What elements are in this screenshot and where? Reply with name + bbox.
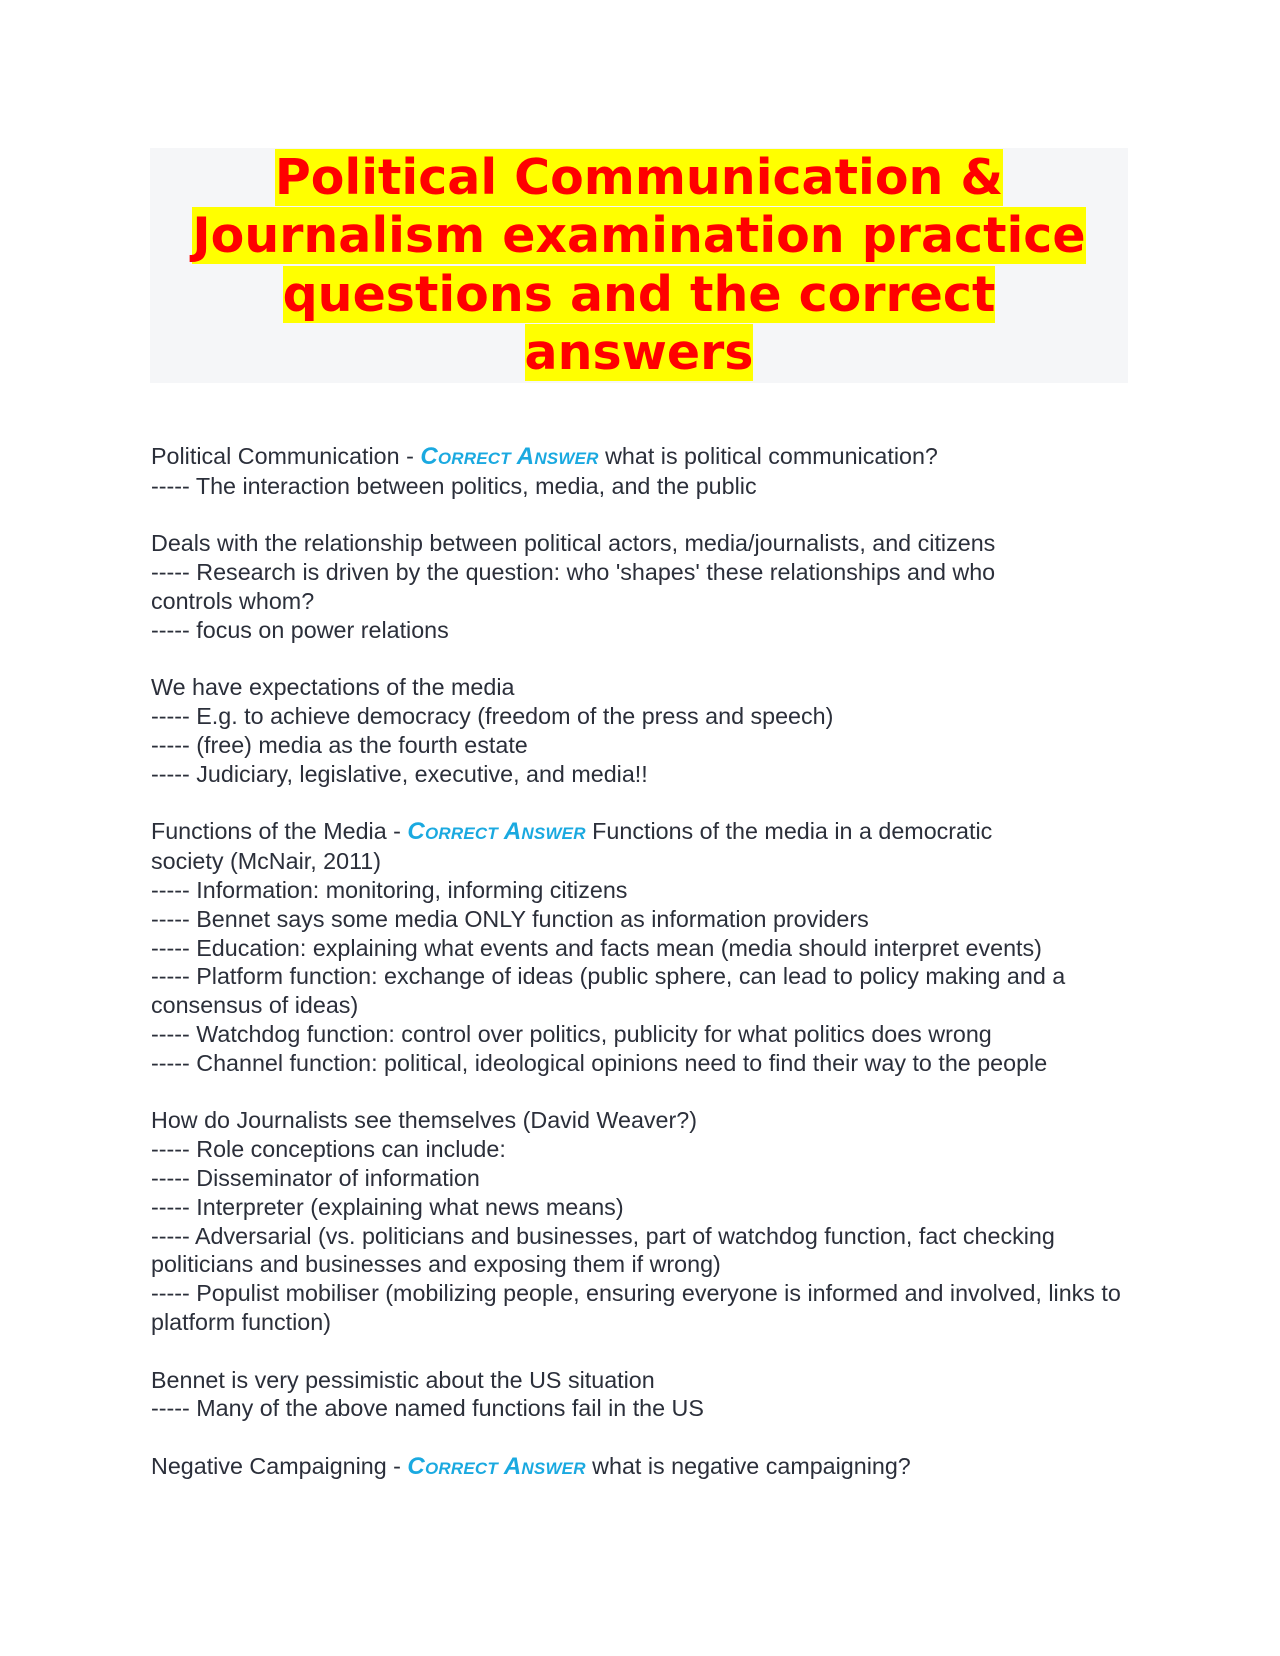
answer-line: ----- Watchdog function: control over politics, publicity for what politics does wrong: [151, 1020, 992, 1047]
answer-line: ----- Many of the above named functions fail in the US: [151, 1395, 704, 1422]
question-line: [151, 442, 1136, 472]
answer-line: ----- Adversarial (vs. politicians and businesses, part of watchdog function, fact checking politicians and businesses and exposing them if wrong): [151, 1222, 1055, 1278]
answer-line: ----- focus on power relations: [151, 616, 449, 643]
answer-line: ----- (free) media as the fourth estate: [151, 731, 528, 758]
answer-line: How do Journalists see themselves (David Weaver?): [151, 1107, 697, 1134]
term-text: Negative Campaigning -: [151, 1452, 408, 1479]
answer-line: Deals with the relationship between political actors, media/journalists, and citizens: [151, 530, 996, 557]
term-text: Functions of the Media -: [151, 818, 408, 845]
paragraph-gap: [151, 1078, 1136, 1107]
answer-line: ----- Platform function: exchange of ideas (public sphere, can lead to policy making and a consensus of ideas): [151, 963, 1066, 1019]
answer-line: ----- E.g. to achieve democracy (freedom of the press and speech): [151, 703, 834, 730]
answer-line: ----- Research is driven by the question: who 'shapes' these relationships and who controls whom?: [151, 559, 996, 614]
paragraph-gap: [151, 1423, 1136, 1452]
term-text: Political Communication -: [151, 443, 421, 469]
answer-line: ----- Education: explaining what events and facts mean (media should interpret events): [151, 934, 1042, 961]
document-title: Political Communication & Journalism examination practice questions and the correct answers: [192, 148, 1086, 381]
answer-line: ----- Role conceptions can include:: [151, 1136, 506, 1163]
answer-line: ----- Disseminator of information: [151, 1164, 480, 1191]
correct-answer-label: Correct Answer: [407, 818, 586, 846]
answer-line: ----- Populist mobiliser (mobilizing people, ensuring everyone is informed and involved, links to platform function): [151, 1280, 1121, 1335]
answer-line: We have expectations of the media: [151, 674, 515, 701]
question-line: [151, 1452, 1136, 1482]
document-body: [151, 442, 1136, 1482]
answer-line: ----- Interpreter (explaining what news means): [151, 1193, 624, 1220]
answer-line: ----- Bennet says some media ONLY function as information providers: [151, 905, 869, 932]
paragraph-gap: [151, 645, 1136, 674]
question-text: what is negative campaigning?: [585, 1452, 911, 1479]
correct-answer-label: Correct Answer: [407, 1452, 586, 1480]
answer-line: Bennet is very pessimistic about the US situation: [151, 1366, 655, 1393]
answer-line: ----- Judiciary, legislative, executive, and media!!: [151, 760, 648, 787]
question-text: what is political communication?: [598, 443, 938, 469]
answer-line: ----- The interaction between politics, media, and the public: [151, 472, 757, 499]
correct-answer-label: Correct Answer: [420, 443, 599, 470]
question-text: Functions of the media in a democratic society (McNair, 2011): [151, 818, 993, 875]
answer-line: ----- Channel function: political, ideological opinions need to find their way to the people: [151, 1049, 1048, 1076]
paragraph-gap: [151, 501, 1136, 530]
answer-line: ----- Information: monitoring, informing citizens: [151, 876, 628, 903]
question-line: [151, 817, 1051, 876]
paragraph-gap: [151, 1337, 1136, 1366]
title-banner: [150, 148, 1128, 383]
paragraph-gap: [151, 789, 1136, 818]
